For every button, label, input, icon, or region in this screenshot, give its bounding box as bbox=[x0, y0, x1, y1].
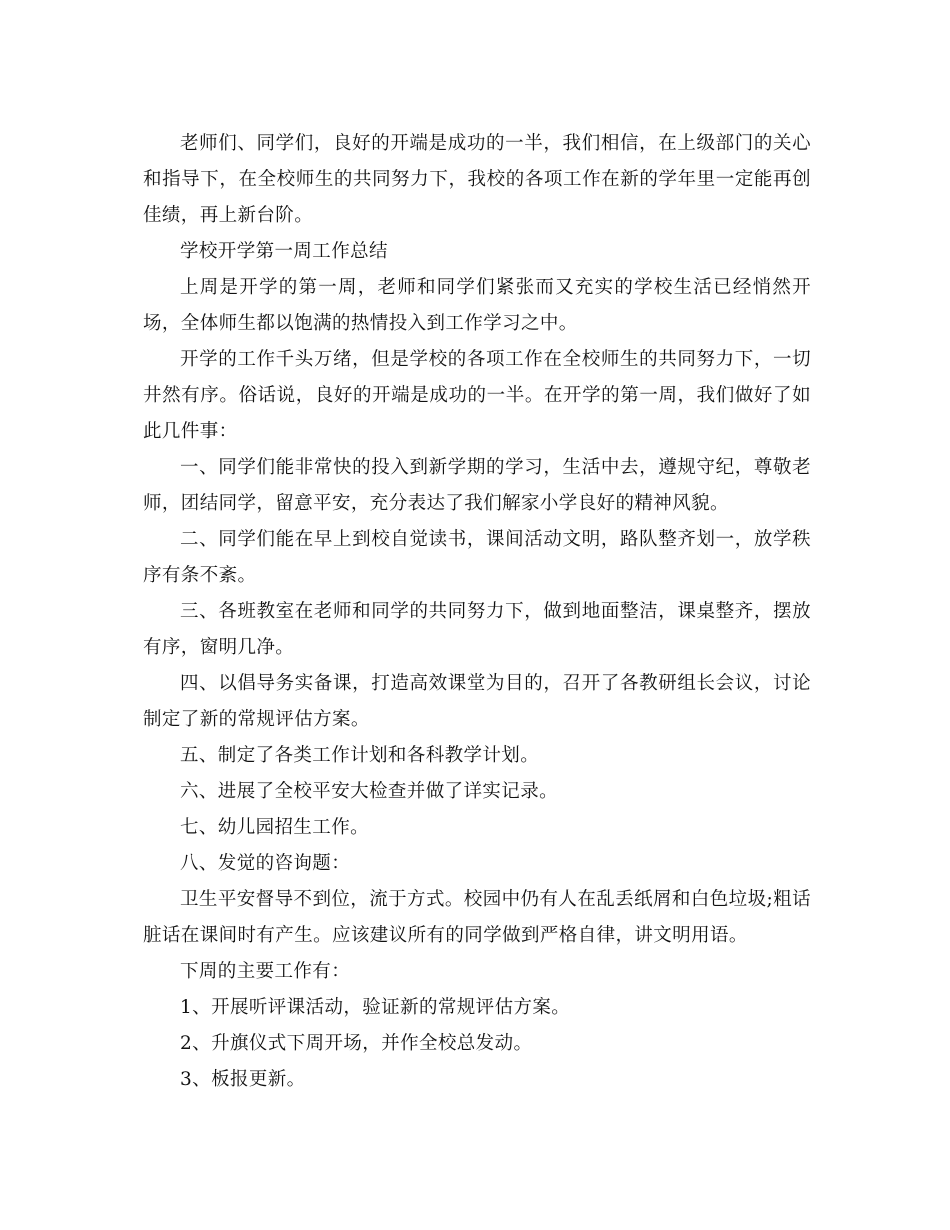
list-item-6: 六、进展了全校平安大检查并做了详实记录。 bbox=[180, 781, 559, 802]
list-item-3: 三、各班教室在老师和同学的共同努力下，做到地面整洁，课桌整齐，摆放有序，窗明几净。 bbox=[143, 601, 811, 658]
next-week-item-1: 1、开展听评课活动，验证新的常规评估方案。 bbox=[180, 997, 571, 1018]
list-item-4: 四、以倡导务实备课，打造高效课堂为目的，召开了各教研组长会议，讨论制定了新的常规评估方案。 bbox=[143, 673, 811, 730]
paragraph-overview: 开学的工作千头万绪，但是学校的各项工作在全校师生的共同努力下，一切井然有序。俗话说，良好的开端是成功的一半。在开学的第一周，我们做好了如此几件事： bbox=[143, 349, 811, 442]
list-item-8: 八、发觉的咨询题： bbox=[180, 853, 351, 874]
next-week-item-3: 3、板报更新。 bbox=[180, 1069, 306, 1090]
list-item-7: 七、幼儿园招生工作。 bbox=[180, 817, 370, 838]
list-item-2: 二、同学们能在早上到校自觉读书，课间活动文明，路队整齐划一，放学秩序有条不紊。 bbox=[143, 529, 811, 586]
list-item-5: 五、制定了各类工作计划和各科教学计划。 bbox=[180, 745, 540, 766]
section-title: 学校开学第一周工作总结 bbox=[180, 241, 388, 262]
next-week-item-2: 2、升旗仪式下周开场，并作全校总发动。 bbox=[180, 1033, 533, 1054]
paragraph-intro: 上周是开学的第一周，老师和同学们紧张而又充实的学校生活已经悄然开场，全体师生都以饱满的热情投入到工作学习之中。 bbox=[143, 277, 811, 334]
document-body bbox=[143, 126, 811, 1098]
paragraph-issues: 卫生平安督导不到位，流于方式。校园中仍有人在乱丢纸屑和白色垃圾;粗话脏话在课间时有产生。应该建议所有的同学做到严格自律，讲文明用语。 bbox=[143, 889, 811, 946]
list-item-1: 一、同学们能非常快的投入到新学期的学习，生活中去，遵规守纪，尊敬老师，团结同学，留意平安，充分表达了我们解家小学良好的精神风貌。 bbox=[143, 457, 811, 514]
next-week-heading: 下周的主要工作有： bbox=[180, 961, 351, 982]
paragraph-closing-remarks: 老师们、同学们，良好的开端是成功的一半，我们相信，在上级部门的关心和指导下，在全校师生的共同努力下，我校的各项工作在新的学年里一定能再创佳绩，再上新台阶。 bbox=[143, 133, 811, 226]
